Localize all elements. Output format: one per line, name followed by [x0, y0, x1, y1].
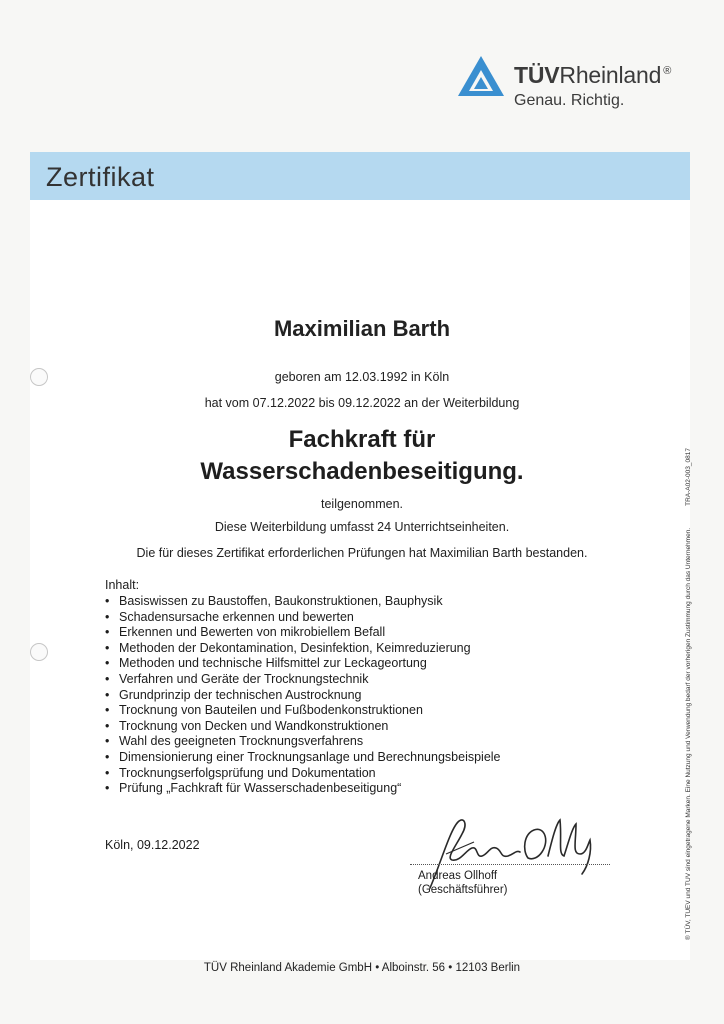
footer-address: TÜV Rheinland Akademie GmbH • Alboinstr. 56 • 12103 Berlin [203, 962, 521, 974]
document-code: TRA-A02-003_0817 [685, 448, 692, 506]
trademark-text: ® TÜV, TUEV und TUV sind eingetragene Marken. Eine Nutzung und Verwendung bedarf der vorherigen Zustimmung durch das Unternehmen. [685, 527, 692, 940]
participated-line: teilgenommen. [321, 497, 403, 511]
course-title [0, 424, 724, 488]
bullet: • [105, 734, 110, 749]
brand-tagline: Genau. Richtig. [514, 92, 625, 109]
list-item-text: Trocknung von Decken und Wandkonstruktionen [119, 718, 389, 733]
list-item [105, 641, 501, 657]
list-item-text: Methoden und technische Hilfsmittel zur Leckageortung [119, 656, 427, 671]
list-item [105, 781, 501, 797]
list-item-text: Schadensursache erkennen und bewerten [119, 609, 354, 624]
punch-hole [30, 643, 48, 661]
course-title-line: Wasserschadenbeseitigung. [200, 458, 524, 485]
attendance-line: hat vom 07.12.2022 bis 09.12.2022 an der Weiterbildung [204, 396, 520, 410]
signature-line [410, 864, 610, 865]
tuv-rheinland-logo [456, 54, 706, 116]
bullet: • [105, 749, 110, 764]
recipient-name: Maximilian Barth [273, 316, 451, 341]
bullet: • [105, 640, 110, 655]
trademark-note [685, 448, 692, 940]
bullet: • [105, 765, 110, 780]
contents-label: Inhalt: [105, 578, 140, 592]
list-item [105, 688, 501, 704]
list-item-text: Dimensionierung einer Trocknungsanlage und Berechnungsbeispiele [119, 749, 501, 764]
bullet: • [105, 687, 110, 702]
list-item-text: Erkennen und Bewerten von mikrobiellem Befall [119, 625, 386, 640]
course-title-line: Fachkraft für [288, 426, 436, 453]
list-item-text: Basiswissen zu Baustoffen, Baukonstruktionen, Bauphysik [119, 594, 443, 608]
list-item-text: Wahl des geeigneten Trocknungsverfahrens [119, 734, 364, 749]
bullet: • [105, 671, 110, 686]
bullet: • [105, 609, 110, 624]
list-item [105, 766, 501, 782]
list-item [105, 656, 501, 672]
list-item [105, 625, 501, 641]
brand-name: TÜVRheinland ® [514, 62, 672, 88]
bullet: • [105, 656, 110, 671]
bullet: • [105, 718, 110, 733]
list-item-text: Prüfung „Fachkraft für Wasserschadenbeseitigung“ [119, 781, 402, 796]
list-item [105, 719, 501, 735]
exam-line: Die für dieses Zertifikat erforderlichen Prüfungen hat Maximilian Barth bestanden. [136, 546, 588, 560]
certificate-banner [30, 152, 690, 202]
list-item [105, 750, 501, 766]
triangle-logo-icon [456, 54, 506, 100]
list-item [105, 610, 501, 626]
list-item-text: Verfahren und Geräte der Trocknungstechnik [119, 671, 369, 686]
list-item [105, 734, 501, 750]
signer-block [418, 869, 507, 897]
signer-role: (Geschäftsführer) [418, 884, 508, 896]
contents-list [105, 594, 501, 797]
list-item-text: Grundprinzip der technischen Austrocknung [119, 687, 362, 702]
list-item-text: Trocknungserfolgsprüfung und Dokumentation [119, 765, 376, 780]
bullet: • [105, 703, 110, 718]
signer-name: Andreas Ollhoff [418, 870, 498, 882]
list-item-text: Trocknung von Bauteilen und Fußbodenkonstruktionen [119, 703, 423, 718]
bullet: • [105, 625, 110, 640]
place-date: Köln, 09.12.2022 [105, 838, 200, 852]
units-line: Diese Weiterbildung umfasst 24 Unterrichtseinheiten. [214, 520, 510, 534]
birth-line: geboren am 12.03.1992 in Köln [274, 370, 450, 384]
list-item-text: Methoden der Dekontamination, Desinfektion, Keimreduzierung [119, 640, 471, 655]
list-item [105, 594, 501, 610]
page-title: Zertifikat [46, 162, 155, 192]
bullet: • [105, 781, 110, 796]
bullet: • [105, 594, 110, 608]
list-item [105, 672, 501, 688]
list-item [105, 703, 501, 719]
